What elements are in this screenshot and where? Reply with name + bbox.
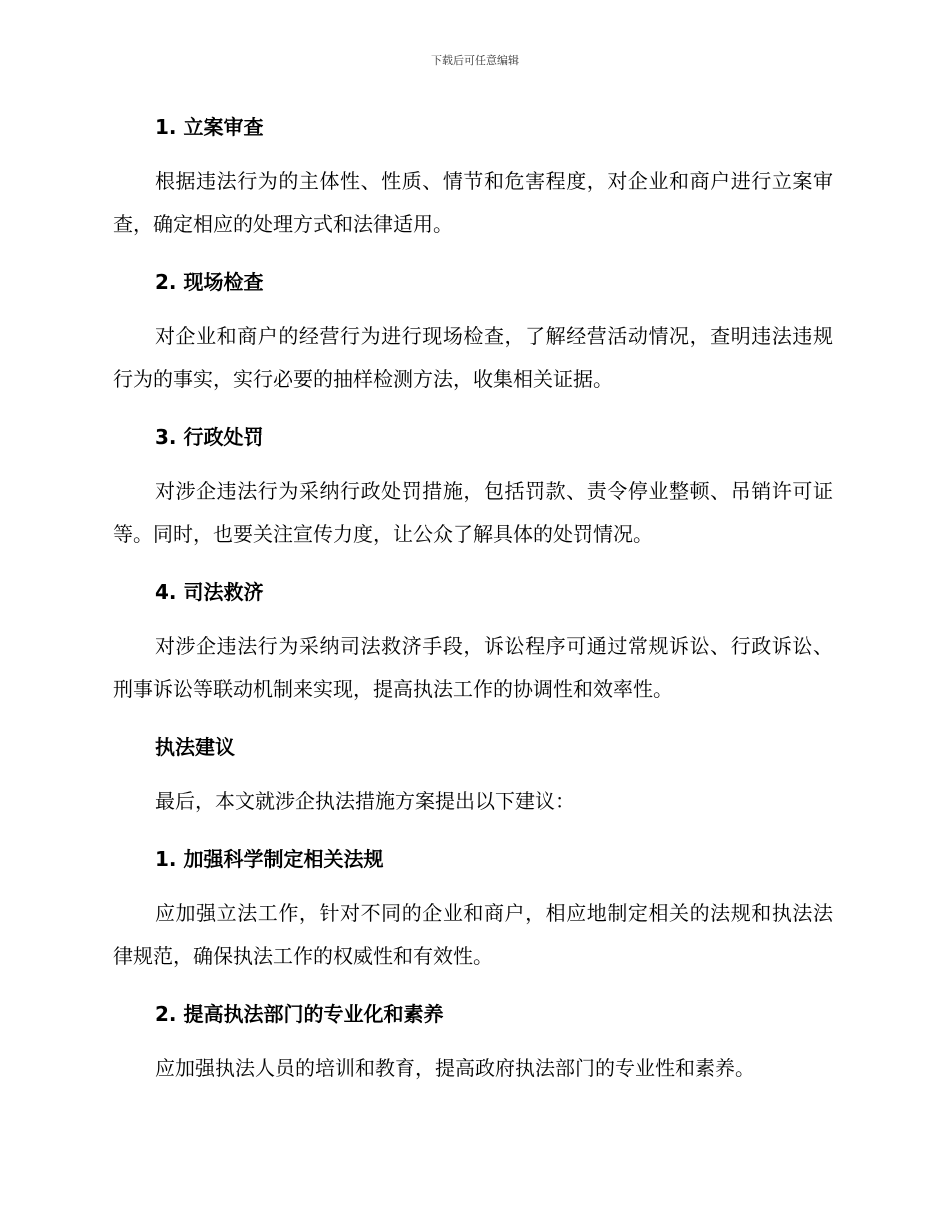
section-paragraph-administrative-penalty: 对涉企违法行为采纳行政处罚措施，包括罚款、责令停业整顿、吊销许可证等。同时，也要关注宣传力度，让公众了解具体的处罚情况。 [113,479,833,546]
section-heading-professionalism: 2. 提高执法部门的专业化和素养 [155,1002,444,1026]
section-heading-filing-review: 1. 立案审查 [155,115,264,139]
section-heading-judicial-relief: 4. 司法救济 [155,580,264,604]
section-paragraph-professionalism: 应加强执法人员的培训和教育，提高政府执法部门的专业性和素养。 [155,1056,755,1080]
section-heading-strengthen-regulations: 1. 加强科学制定相关法规 [155,847,384,871]
document-body [113,112,833,1090]
section-paragraph-site-inspection: 对企业和商户的经营行为进行现场检查，了解经营活动情况，查明违法违规行为的事实，实行必要的抽样检测方法，收集相关证据。 [113,324,833,391]
page-header-note: 下载后可任意编辑 [431,54,519,67]
section-paragraph-enforcement-suggestions: 最后，本文就涉企执法措施方案提出以下建议： [155,789,575,813]
section-heading-site-inspection: 2. 现场检查 [155,270,264,294]
section-paragraph-judicial-relief: 对涉企违法行为采纳司法救济手段，诉讼程序可通过常规诉讼、行政诉讼、刑事诉讼等联动机制来实现，提高执法工作的协调性和效率性。 [113,634,833,701]
section-heading-administrative-penalty: 3. 行政处罚 [155,425,264,449]
section-paragraph-filing-review: 根据违法行为的主体性、性质、情节和危害程度，对企业和商户进行立案审查，确定相应的处理方式和法律适用。 [113,169,833,236]
section-paragraph-strengthen-regulations: 应加强立法工作，针对不同的企业和商户，相应地制定相关的法规和执法法律规范，确保执法工作的权威性和有效性。 [113,901,833,968]
section-heading-enforcement-suggestions: 执法建议 [155,735,235,759]
